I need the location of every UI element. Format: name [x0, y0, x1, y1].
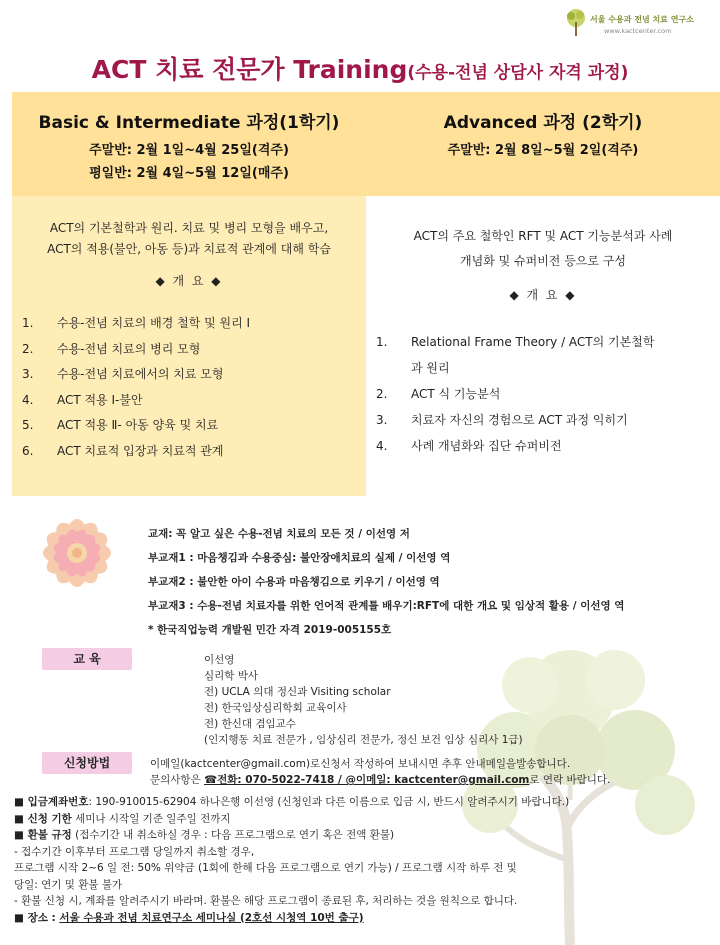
title-main: ACT 치료 전문가 Training [91, 55, 408, 84]
title-sub: (수용-전념 상담사 자격 과정) [407, 63, 629, 83]
list-item [366, 355, 720, 381]
course-left-overview-label: ◆ 개 요 ◆ [155, 274, 223, 288]
account-row [14, 794, 714, 811]
refund-detail: 프로그램 시작 2~6 일 전: 50% 위약금 (1회에 한해 다음 프로그램으로 연기 가능) / 프로그램 시작 하루 전 및 [14, 862, 517, 874]
place-label: ■ 장소 : [14, 911, 60, 924]
instructor-line: 전) 한국임상심리학회 교육이사 [204, 702, 347, 714]
item-text: 수용-전념 치료의 배경 철학 및 원리 I [57, 316, 251, 330]
deadline-text: 세미나 시작일 기준 일주일 전까지 [71, 812, 231, 825]
course-left-heading: Basic & Intermediate 과정(1학기) [38, 113, 340, 133]
item-number: 6. [22, 443, 34, 458]
item-text: 치료자 자신의 경험으로 ACT 과정 익히기 [411, 413, 628, 427]
item-number: 1. [22, 316, 34, 330]
course-left-desc [18, 218, 360, 260]
logo-url: www.kactcenter.com [604, 27, 672, 35]
instructor-line: 이선영 [204, 654, 235, 666]
item-number: 3. [376, 413, 388, 427]
refund-label: ■ 환불 규정 [14, 829, 72, 841]
list-item [366, 433, 720, 459]
tree-logo-icon [564, 8, 588, 38]
course-right-list [366, 329, 720, 459]
desc-line: ACT의 적용(불안, 아동 등)과 치료적 관계에 대해 학습 [47, 242, 331, 256]
desc-line: ACT의 기본철학과 원리. 치료 및 병리 모형을 배우고, [49, 221, 329, 235]
refund-detail: 당일: 연기 및 환불 불가 [14, 878, 123, 891]
course-right-heading: Advanced 과정 (2학기) [443, 113, 643, 133]
item-text: ACT 적용 Ⅱ- 아동 양육 및 치료 [57, 418, 219, 432]
deadline-label: ■ 신청 기한 [14, 812, 72, 825]
deadline-row [14, 811, 714, 828]
textbook-list [148, 522, 624, 642]
contact-link[interactable]: ☎전화: 070-5022-7418 / @이메일: kactcenter@gmail.com [204, 774, 530, 786]
textbook-sub1: 부교재1 : 마음챙김과 수용중심: 불안장애치료의 실제 / 이선영 역 [148, 552, 451, 564]
apply-tag: 신청방법 [42, 752, 132, 774]
course-right-weekend: 주말반: 2월 8일~5월 2일(격주) [447, 143, 639, 158]
course-right-header [366, 92, 720, 196]
account-text: : 190-910015-62904 하나은행 이선영 (신청인과 다른 이름으로 입금 시, 반드시 알려주시기 바랍니다.) [88, 796, 570, 808]
list-item [366, 381, 720, 407]
refund-row [14, 827, 714, 844]
list-item [12, 388, 366, 414]
item-text: ACT 적용 Ⅰ-불안 [57, 392, 143, 407]
course-left-list [12, 311, 366, 464]
instructor-line: (인지행동 치료 전문가 , 임상심리 전문가, 정신 보건 임상 심리사 1급) [204, 734, 523, 746]
list-item [12, 362, 366, 388]
textbook-sub3: 부교재3 : 수용-전념 치료자를 위한 언어적 관계틀 배우기:RFT에 대한 개요 및 임상적 활용 / 이선영 역 [148, 600, 625, 612]
list-item [12, 439, 366, 465]
list-item [12, 413, 366, 439]
apply-contact-line [150, 772, 610, 788]
apply-info [150, 756, 610, 788]
instructor-line: 전) UCLA 의대 정신과 Visiting scholar [204, 686, 391, 698]
list-item [366, 407, 720, 433]
place-text: 서울 수용과 전념 치료연구소 세미나실 (2호선 시청역 10번 출구) [59, 911, 364, 924]
item-text: ACT 치료적 입장과 치료적 관계 [57, 443, 224, 458]
apply-contact-prefix: 문의사항은 [150, 774, 205, 786]
course-right-overview-label: ◆ 개 요 ◆ [509, 288, 577, 302]
item-number: 2. [376, 387, 388, 401]
page-title [0, 50, 720, 86]
instructor-line: 전) 한신대 겸임교수 [204, 718, 296, 730]
item-text: 과 원리 [411, 361, 450, 375]
list-item [12, 337, 366, 363]
education-tag: 교 육 [42, 648, 132, 670]
course-left-weekend: 주말반: 2월 1일~4월 25일(격주) [89, 143, 289, 158]
course-left-weekday: 평일반: 2월 4일~5월 12일(매주) [89, 166, 289, 181]
item-number: 2. [22, 341, 34, 356]
item-text: ACT 식 기능분석 [411, 387, 501, 401]
flower-illustration [22, 498, 132, 608]
refund-detail: - 접수기간 이후부터 프로그램 당일까지 취소할 경우, [14, 845, 255, 858]
item-number: 5. [22, 418, 34, 432]
logo-org-name: 서울 수용과 전념 치료 연구소 [590, 15, 694, 24]
item-text: Relational Frame Theory / ACT의 기본철학 [411, 335, 655, 349]
item-number: 1. [376, 335, 388, 349]
item-number: 4. [22, 392, 34, 407]
textbook-main: 교재: 꼭 알고 싶은 수용-전념 치료의 모든 것 / 이선영 저 [148, 528, 410, 540]
account-label: ■ 입금계좌번호 [14, 796, 89, 808]
desc-line: ACT의 주요 철학인 RFT 및 ACT 기능분석과 사례 [413, 229, 673, 243]
item-number: 3. [22, 367, 34, 381]
item-text: 사례 개념화와 집단 슈퍼비전 [411, 439, 562, 453]
item-number: 4. [376, 439, 388, 453]
list-item [366, 329, 720, 355]
place-row [14, 910, 714, 927]
registration-info [14, 794, 714, 926]
course-right-body [366, 196, 720, 466]
course-left-body [12, 196, 366, 496]
course-left-header [12, 92, 366, 196]
refund-text: (접수기간 내 취소하실 경우 : 다음 프로그램으로 연기 혹은 전액 환불) [71, 829, 395, 841]
textbook-sub2: 부교재2 : 불안한 아이 수용과 마음챙김으로 키우기 / 이선영 역 [148, 576, 440, 588]
item-text: 수용-전념 치료의 병리 모형 [57, 341, 201, 356]
list-item [12, 311, 366, 337]
apply-contact-suffix: 로 연락 바랍니다. [529, 774, 611, 786]
course-right-desc [372, 224, 714, 274]
refund-detail: - 환불 신청 시, 계좌를 알려주시기 바라며. 환불은 해당 프로그램이 종료된 후, 처리하는 것을 원칙으로 합니다. [14, 895, 518, 907]
logo [564, 6, 714, 46]
certification-note: * 한국직업능력 개발원 민간 자격 2019-005155호 [148, 624, 392, 636]
apply-line: 이메일(kactcenter@gmail.com)로신청서 작성하여 보내시면 추후 안내메일을발송합니다. [150, 758, 571, 770]
instructor-info [204, 652, 523, 748]
item-text: 수용-전념 치료에서의 치료 모형 [57, 367, 224, 381]
desc-line: 개념화 및 슈퍼비전 등으로 구성 [460, 254, 626, 268]
instructor-line: 심리학 박사 [204, 670, 259, 682]
